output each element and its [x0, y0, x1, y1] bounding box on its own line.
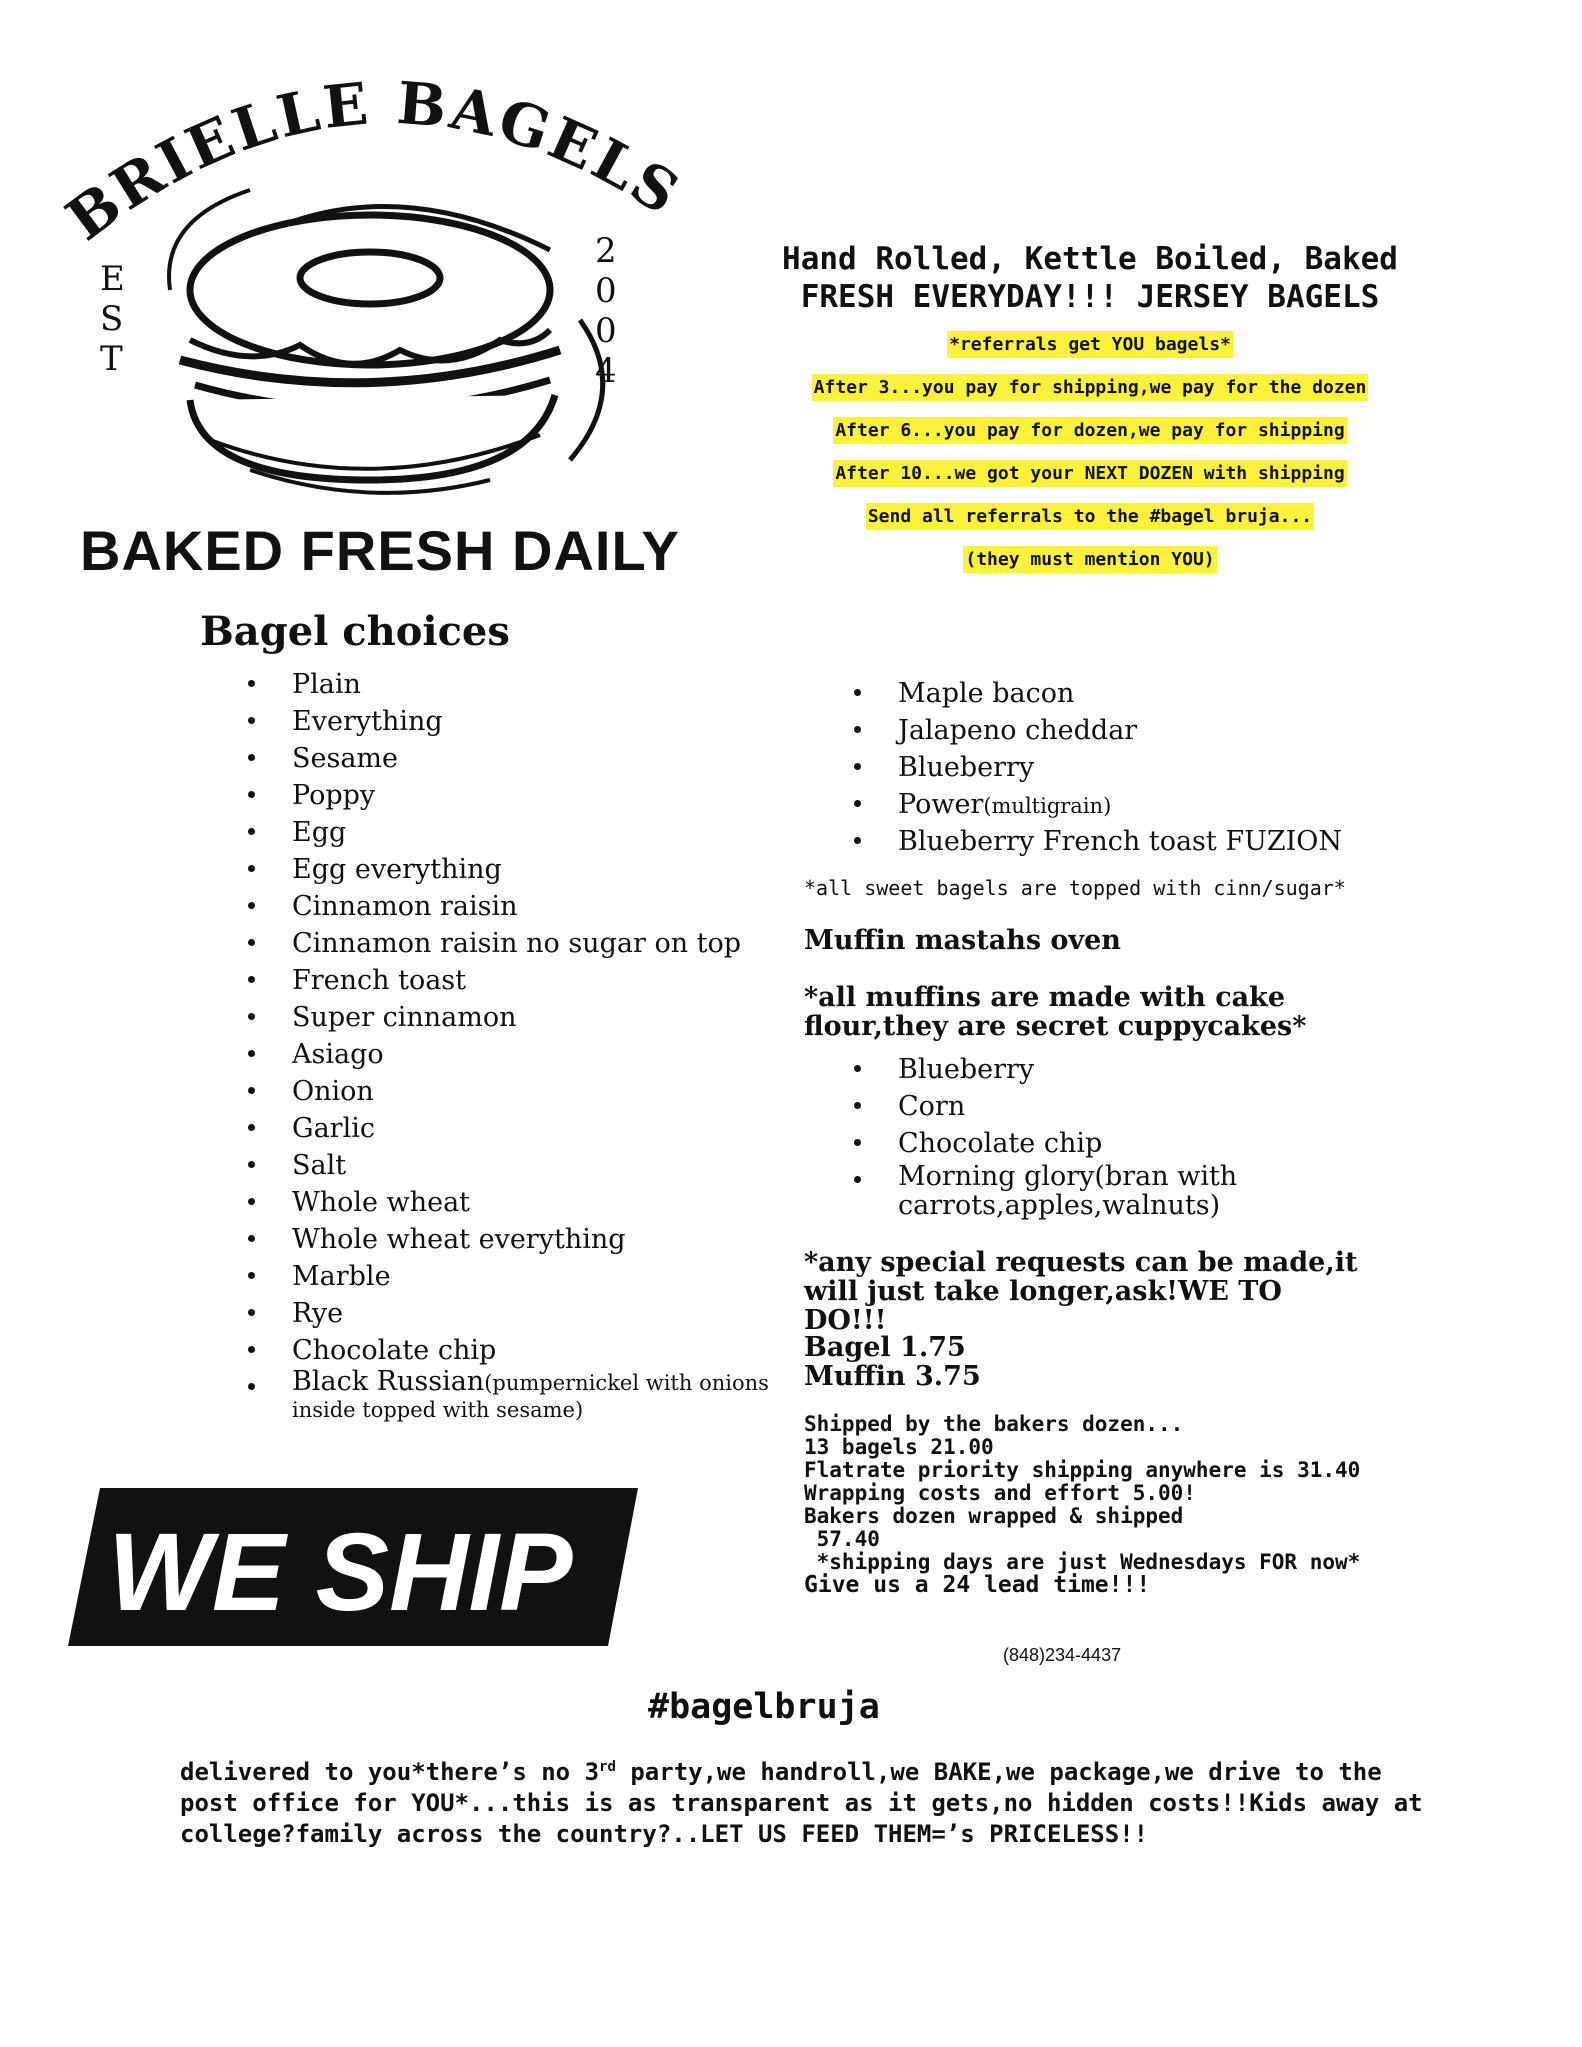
shipping-line: Wrapping costs and effort 5.00!: [804, 1481, 1196, 1505]
special-requests-note: *any special requests can be made,it will just take longer,ask!WE TO DO!!!: [804, 1247, 1358, 1336]
logo-brand-name: BRIELLE BAGELS: [53, 68, 690, 254]
hashtag: #bagelbruja: [648, 1687, 880, 1727]
bagel-list-right: [898, 675, 1458, 860]
shipping-line: 57.40: [804, 1527, 880, 1551]
list-item: Onion: [292, 1073, 812, 1110]
referral-line: (they must mention YOU): [963, 546, 1216, 573]
list-item: Cinnamon raisin no sugar on top: [292, 925, 812, 962]
list-item: Egg everything: [292, 851, 812, 888]
shipping-line: Shipped by the bakers dozen...: [804, 1412, 1184, 1436]
list-item: Blueberry: [898, 749, 1458, 786]
bagel-choices-title: Bagel choices: [200, 608, 510, 655]
muffins-title: Muffin mastahs oven: [804, 925, 1121, 956]
shipping-line: *shipping days are just Wednesdays FOR now*: [804, 1550, 1361, 1574]
referral-program: [740, 334, 1440, 592]
list-item: Everything: [292, 703, 812, 740]
muffin-list: [898, 1051, 1458, 1220]
list-item: Blueberry: [898, 1051, 1458, 1088]
list-item: Rye: [292, 1295, 812, 1332]
shipping-details: [804, 1413, 1424, 1597]
list-item: Chocolate chip: [292, 1332, 812, 1369]
shipping-line: 13 bagels 21.00: [804, 1435, 994, 1459]
svg-text:E: E: [100, 259, 125, 299]
shipping-line: Flatrate priority shipping anywhere is 31.40: [804, 1458, 1361, 1482]
svg-text:S: S: [100, 299, 124, 339]
header-line-2: FRESH EVERYDAY!!! JERSEY BAGELS: [800, 279, 1380, 315]
muffins-note: *all muffins are made with cake flour,they are secret cuppycakes*: [804, 982, 1307, 1042]
list-item: Super cinnamon: [292, 999, 812, 1036]
sweet-bagels-note: *all sweet bagels are topped with cinn/sugar*: [804, 876, 1346, 900]
bagel-sandwich-icon: [169, 190, 603, 493]
phone-number: (848)234-4437: [1003, 1645, 1122, 1665]
prices: [804, 1333, 981, 1391]
list-item: Whole wheat everything: [292, 1221, 812, 1258]
we-ship-banner: [68, 1488, 638, 1646]
header-line-1: Hand Rolled, Kettle Boiled, Baked: [782, 241, 1398, 277]
list-item: French toast: [292, 962, 812, 999]
we-ship-text: WE SHIP: [108, 1511, 573, 1634]
referral-line: *referrals get YOU bagels*: [947, 331, 1233, 358]
list-item: Asiago: [292, 1036, 812, 1073]
header-tagline: [740, 240, 1440, 316]
brand-logo: [50, 40, 690, 600]
svg-text:2: 2: [595, 231, 617, 271]
list-item: Maple bacon: [898, 675, 1458, 712]
referral-line: Send all referrals to the #bagel bruja...: [866, 503, 1314, 530]
shipping-line: Give us a 24 lead time!!!: [804, 1572, 1151, 1598]
referral-line: After 3...you pay for shipping,we pay for the dozen: [812, 374, 1369, 401]
list-item: Egg: [292, 814, 812, 851]
muffin-price: Muffin 3.75: [804, 1361, 981, 1392]
list-item: Blueberry French toast FUZION: [898, 823, 1458, 860]
list-item: Sesame: [292, 740, 812, 777]
footer-sup: rd: [599, 1759, 616, 1775]
list-item: Plain: [292, 666, 812, 703]
shipping-line: Bakers dozen wrapped & shipped: [804, 1504, 1184, 1528]
logo-est: [100, 259, 125, 379]
list-item: Jalapeno cheddar: [898, 712, 1458, 749]
list-item: Corn: [898, 1088, 1458, 1125]
list-item: Salt: [292, 1147, 812, 1184]
footer-text: [180, 1752, 1440, 1850]
logo-tagline: BAKED FRESH DAILY: [80, 519, 680, 582]
svg-text:4: 4: [595, 351, 617, 391]
bagel-list-left: [292, 666, 812, 1423]
footer-part-2: party,we handroll,we BAKE,we package,we drive to the post office for YOU*...this is as transparent as it gets,no hidden costs!!Kids away at college?family across the country?..LET US FEED THEM=’s PRICELESS!!: [180, 1758, 1423, 1848]
referral-line: After 10...we got your NEXT DOZEN with shipping: [833, 460, 1346, 487]
list-item: Garlic: [292, 1110, 812, 1147]
list-item: Poppy: [292, 777, 812, 814]
list-item: Cinnamon raisin: [292, 888, 812, 925]
logo-year: [595, 231, 617, 391]
svg-text:0: 0: [595, 271, 617, 311]
list-item: Marble: [292, 1258, 812, 1295]
referral-line: After 6...you pay for dozen,we pay for shipping: [833, 417, 1346, 444]
bagel-price: Bagel 1.75: [804, 1332, 966, 1363]
list-item: Chocolate chip: [898, 1125, 1458, 1162]
list-item: Morning glory(bran with carrots,apples,walnuts): [898, 1162, 1298, 1220]
list-item: Power(multigrain): [898, 786, 1458, 823]
svg-text:0: 0: [595, 311, 617, 351]
list-item: Black Russian(pumpernickel with onions inside topped with sesame): [292, 1369, 812, 1423]
list-item: Whole wheat: [292, 1184, 812, 1221]
svg-text:T: T: [100, 339, 123, 379]
footer-part-1: delivered to you*there’s no 3: [180, 1758, 600, 1786]
